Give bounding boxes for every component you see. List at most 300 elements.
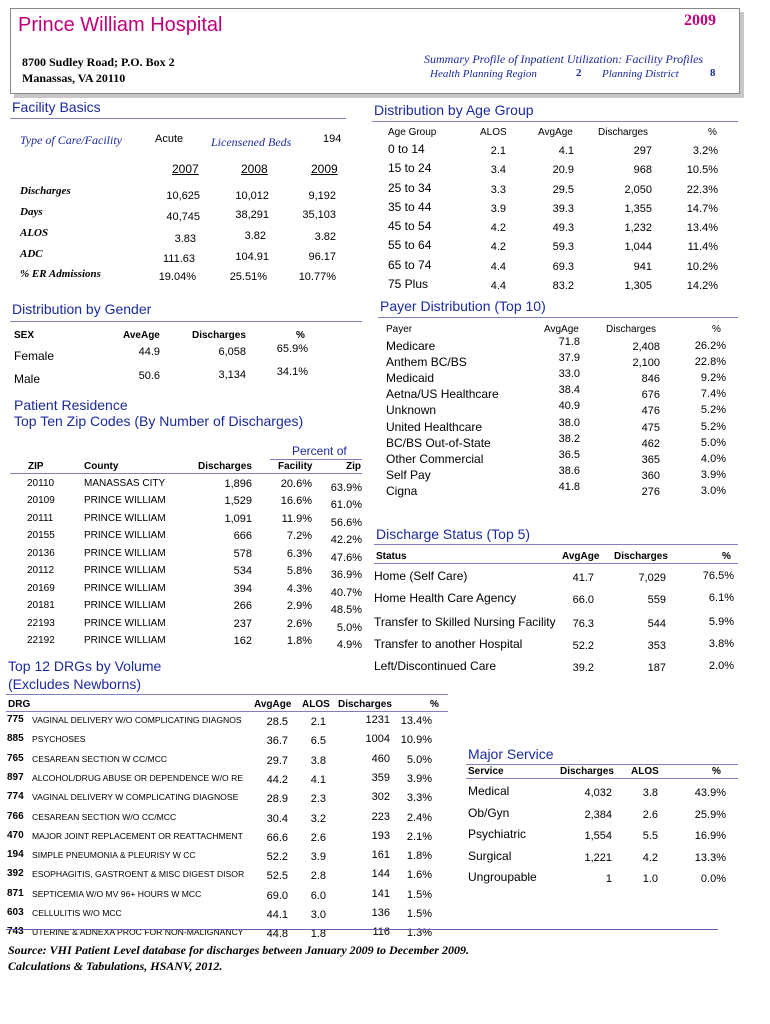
status-header-avgage: AvgAge [562, 551, 600, 562]
payer-pct: 26.2% [694, 340, 726, 352]
age-avgage: 83.2 [552, 280, 574, 292]
drg-discharges: 1231 [365, 714, 390, 726]
age-pct: 11.4% [687, 241, 718, 253]
drg-pct: 3.9% [406, 773, 432, 785]
drg-alos: 3.2 [310, 813, 326, 825]
drg-pct: 1.5% [406, 889, 432, 901]
age-discharges: 1,355 [624, 203, 652, 215]
gender-pct: 34.1% [276, 366, 308, 378]
age-discharges: 297 [633, 145, 652, 157]
payer-avgage: 33.0 [558, 368, 580, 380]
age-alos: 2.1 [490, 145, 506, 157]
payer-pct: 3.0% [700, 485, 726, 497]
age-avgage: 29.5 [552, 184, 574, 196]
age-avgage: 59.3 [552, 241, 574, 253]
drg-description: VAGINAL DELIVERY W COMPLICATING DIAGNOSE [32, 792, 239, 802]
fb-label-discharges: Discharges [20, 185, 71, 197]
status-discharges: 544 [647, 618, 666, 630]
age-discharges: 1,232 [624, 222, 652, 234]
status-pct: 6.1% [708, 592, 734, 604]
res-county: PRINCE WILLIAM [84, 530, 166, 541]
res-discharges: 534 [233, 565, 252, 577]
year-2009-header: 2009 [311, 162, 338, 176]
res-zip-pct: 36.9% [330, 569, 362, 581]
res-facility-pct: 1.8% [286, 635, 312, 647]
drg-avgage: 66.6 [266, 832, 288, 844]
major-service: Psychiatric [468, 827, 527, 841]
drg-alos: 2.8 [310, 870, 326, 882]
res-county: MANASSAS CITY [84, 478, 166, 489]
major-header-service: Service [468, 766, 504, 777]
payer-name: BC/BS Out-of-State [386, 436, 491, 450]
res-discharges: 1,091 [224, 513, 252, 525]
payer-discharges: 475 [641, 422, 660, 434]
age-pct: 10.2% [686, 261, 718, 273]
status-name: Home (Self Care) [374, 569, 468, 583]
drg-code: 194 [7, 849, 24, 860]
drg-alos: 6.0 [310, 890, 326, 902]
drg-discharges: 161 [371, 849, 390, 861]
payer-name: United Healthcare [386, 420, 483, 434]
drg-alos: 2.3 [310, 793, 326, 805]
payer-discharges: 2,408 [632, 341, 660, 353]
type-of-care-value: Acute [155, 133, 184, 145]
region-value: 2 [576, 67, 582, 79]
drg-description: PSYCHOSES [32, 734, 86, 744]
status-pct: 2.0% [708, 660, 734, 672]
fb-label-days: Days [20, 206, 43, 218]
status-discharges: 559 [647, 594, 666, 606]
district-value: 8 [710, 67, 716, 79]
drg-code: 885 [7, 733, 24, 744]
age-alos: 4.4 [490, 280, 506, 292]
res-discharges: 266 [233, 600, 252, 612]
drg-header-drg: DRG [8, 699, 31, 710]
status-header-pct: % [722, 551, 731, 562]
drg-description: ESOPHAGITIS, GASTROENT & MISC DIGEST DISOR [32, 869, 245, 879]
age-alos: 4.4 [490, 261, 506, 273]
fb-cell: 19.04% [158, 271, 196, 283]
age-avgage: 4.1 [558, 145, 574, 157]
status-name: Transfer to Skilled Nursing Facility [374, 615, 556, 629]
payer-pct: 5.2% [700, 421, 726, 433]
drg-discharges: 1004 [365, 733, 390, 745]
drg-alos: 2.1 [310, 716, 326, 728]
res-county: PRINCE WILLIAM [84, 565, 166, 576]
drg-discharges: 460 [371, 753, 390, 765]
drg-code: 392 [7, 868, 24, 879]
age-discharges: 1,305 [624, 280, 652, 292]
major-pct: 25.9% [694, 809, 726, 821]
report-year: 2009 [684, 12, 716, 29]
res-header-county: County [84, 461, 119, 472]
major-pct: 16.9% [694, 830, 726, 842]
res-county: PRINCE WILLIAM [84, 583, 166, 594]
major-alos: 4.2 [642, 852, 658, 864]
payer-header-avgage: AvgAge [544, 324, 579, 335]
age-group: 35 to 44 [388, 200, 432, 214]
res-discharges: 1,529 [224, 495, 252, 507]
drg-pct: 2.1% [406, 831, 432, 843]
res-zip-pct: 5.0% [336, 622, 362, 634]
status-pct: 3.8% [708, 638, 734, 650]
type-of-care-label: Type of Care/Facility [20, 133, 122, 147]
address-line-1: 8700 Sudley Road; P.O. Box 2 [22, 55, 175, 69]
drg-code: 765 [7, 753, 24, 764]
payer-name: Medicare [386, 339, 436, 353]
fb-cell: 10,625 [166, 190, 200, 202]
drg-header-pct: % [430, 699, 439, 710]
drg-avgage: 36.7 [266, 735, 288, 747]
payer-avgage: 41.8 [558, 481, 580, 493]
status-pct: 5.9% [708, 616, 734, 628]
major-service: Ob/Gyn [468, 806, 510, 820]
res-zip: 22193 [27, 618, 55, 629]
age-pct: 3.2% [692, 145, 718, 157]
drg-alos: 2.6 [310, 832, 326, 844]
drg-pct: 3.3% [406, 792, 432, 804]
drg-pct: 10.9% [400, 734, 432, 746]
age-discharges: 941 [633, 261, 652, 273]
major-discharges: 2,384 [584, 809, 612, 821]
footer-source: Source: VHI Patient Level database for discharges between January 2009 to December 2009. [8, 943, 469, 957]
residence-subtitle: Top Ten Zip Codes (By Number of Discharges) [14, 413, 304, 429]
payer-discharges: 360 [641, 470, 660, 482]
status-avgage: 66.0 [572, 594, 594, 606]
res-zip: 20112 [27, 565, 55, 576]
gender-header-discharges: Discharges [192, 330, 246, 341]
report-subtitle: Summary Profile of Inpatient Utilization: Facility Profiles [424, 52, 704, 66]
drg-description: ALCOHOL/DRUG ABUSE OR DEPENDENCE W/O RE [32, 773, 244, 783]
gender-sex: Male [14, 372, 41, 386]
payer-pct: 5.0% [700, 437, 726, 449]
drg-description: CESAREAN SECTION W/O CC/MCC [32, 812, 177, 822]
facility-basics-title: Facility Basics [12, 99, 101, 115]
drg-avgage: 52.2 [266, 851, 288, 863]
major-header-discharges: Discharges [560, 766, 614, 777]
payer-avgage: 40.9 [558, 400, 580, 412]
age-header-alos: ALOS [480, 127, 507, 138]
drg-avgage: 30.4 [266, 813, 288, 825]
major-pct: 0.0% [700, 873, 726, 885]
fb-cell: 38,291 [235, 209, 269, 221]
major-header-pct: % [712, 766, 721, 777]
percent-of-label: Percent of [292, 444, 347, 458]
drg-discharges: 223 [371, 811, 390, 823]
drg-avgage: 28.9 [266, 793, 288, 805]
res-facility-pct: 2.6% [286, 618, 312, 630]
res-zip-pct: 48.5% [330, 604, 362, 616]
res-zip-pct: 47.6% [330, 552, 362, 564]
status-name: Transfer to another Hospital [374, 637, 523, 651]
res-facility-pct: 7.2% [286, 530, 312, 542]
res-facility-pct: 4.3% [286, 583, 312, 595]
payer-avgage: 37.9 [558, 352, 580, 364]
res-header-zip: ZIP [28, 461, 44, 472]
gender-sex: Female [14, 349, 55, 363]
drg-description: UTERINE & ADNEXA PROC FOR NON-MALIGNANCY [32, 927, 244, 937]
fb-cell: 3.82 [314, 231, 336, 243]
payer-pct: 9.2% [700, 372, 726, 384]
res-county: PRINCE WILLIAM [84, 600, 166, 611]
drg-pct: 1.8% [406, 850, 432, 862]
fb-label-alos: ALOS [20, 227, 49, 239]
payer-name: Self Pay [386, 468, 431, 482]
res-discharges: 1,896 [224, 478, 252, 490]
major-service-title: Major Service [468, 746, 554, 762]
licensed-beds-value: 194 [323, 133, 342, 145]
age-pct: 14.2% [686, 280, 718, 292]
drg-pct: 2.4% [406, 812, 432, 824]
drg-description: MAJOR JOINT REPLACEMENT OR REATTACHMENT [32, 831, 243, 841]
gender-header-aveage: AveAge [123, 330, 160, 341]
drg-pct: 5.0% [406, 754, 432, 766]
status-header-status: Status [376, 551, 407, 562]
res-county: PRINCE WILLIAM [84, 495, 166, 506]
age-avgage: 49.3 [552, 222, 574, 234]
payer-avgage: 38.4 [558, 384, 580, 396]
drg-discharges: 116 [372, 926, 390, 938]
drg-alos: 1.8 [310, 928, 326, 940]
res-facility-pct: 2.9% [286, 600, 312, 612]
fb-cell: 111.63 [162, 253, 195, 265]
drg-avgage: 44.8 [266, 928, 288, 940]
major-service: Ungroupable [468, 870, 537, 884]
payer-avgage: 38.2 [558, 433, 580, 445]
fb-cell: 25.51% [229, 271, 267, 283]
drg-title: Top 12 DRGs by Volume [8, 658, 162, 674]
payer-header-pct: % [712, 324, 721, 335]
drg-alos: 3.8 [310, 755, 326, 767]
status-avgage: 39.2 [572, 662, 594, 674]
res-zip-pct: 63.9% [330, 482, 362, 494]
res-zip: 20136 [27, 548, 55, 559]
fb-cell: 96.17 [308, 251, 336, 263]
drg-code: 603 [7, 907, 24, 918]
major-alos: 3.8 [642, 787, 658, 799]
res-zip-pct: 42.2% [330, 534, 362, 546]
drg-header-avgage: AvgAge [254, 699, 292, 710]
age-group: 45 to 54 [388, 219, 432, 233]
payer-name: Medicaid [386, 371, 435, 385]
age-header-discharges: Discharges [598, 127, 649, 138]
age-header-pct: % [708, 127, 717, 138]
res-header-facility: Facility [278, 461, 313, 472]
payer-name: Unknown [386, 403, 437, 417]
res-header-discharges: Discharges [198, 461, 252, 472]
licensed-beds-label: Licensened Beds [211, 135, 292, 149]
year-2007-header: 2007 [172, 162, 199, 176]
res-zip: 20155 [27, 530, 55, 541]
age-group: 25 to 34 [388, 181, 432, 195]
fb-cell: 10.77% [298, 271, 336, 283]
status-header-discharges: Discharges [614, 551, 668, 562]
major-pct: 43.9% [694, 787, 726, 799]
age-alos: 3.3 [490, 184, 506, 196]
res-facility-pct: 11.9% [281, 513, 312, 525]
payer-pct: 22.8% [694, 356, 726, 368]
payer-discharges: 846 [641, 373, 660, 385]
age-pct: 14.7% [686, 203, 718, 215]
payer-discharges: 276 [641, 486, 660, 498]
fb-cell: 10,012 [235, 190, 269, 202]
drg-avgage: 44.1 [266, 909, 288, 921]
res-county: PRINCE WILLIAM [84, 513, 166, 524]
drg-avgage: 28.5 [266, 716, 288, 728]
drg-avgage: 52.5 [266, 870, 288, 882]
footer-calculations: Calculations & Tabulations, HSANV, 2012. [8, 959, 223, 973]
status-discharges: 353 [647, 640, 666, 652]
res-county: PRINCE WILLIAM [84, 618, 166, 629]
res-zip-pct: 56.6% [330, 517, 362, 529]
drg-code: 743 [7, 926, 24, 937]
res-header-zippct: Zip [346, 461, 361, 472]
drg-discharges: 359 [371, 772, 390, 784]
res-discharges: 666 [233, 530, 252, 542]
drg-description: VAGINAL DELIVERY W/O COMPLICATING DIAGNOS [32, 715, 242, 725]
region-label: Health Planning Region [430, 68, 537, 80]
drg-pct: 1.3% [406, 927, 432, 939]
drg-discharges: 193 [371, 830, 390, 842]
drg-header-discharges: Discharges [338, 699, 392, 710]
major-discharges: 1,221 [584, 852, 612, 864]
payer-avgage: 38.0 [558, 417, 580, 429]
age-group: 55 to 64 [388, 238, 432, 252]
res-discharges: 578 [233, 548, 252, 560]
gender-header-sex: SEX [14, 330, 35, 341]
res-facility-pct: 16.6% [280, 495, 312, 507]
res-zip: 20110 [27, 478, 55, 489]
res-zip: 20109 [27, 495, 55, 506]
fb-label-er: % ER Admissions [20, 268, 101, 280]
payer-discharges: 365 [641, 454, 660, 466]
res-zip: 20169 [27, 583, 55, 594]
drg-code: 897 [7, 772, 24, 783]
drg-code: 775 [7, 714, 24, 725]
payer-discharges: 676 [641, 389, 660, 401]
drg-discharges: 302 [371, 791, 390, 803]
drg-header-alos: ALOS [302, 699, 330, 710]
age-alos: 3.4 [490, 164, 506, 176]
status-pct: 76.5% [702, 570, 734, 582]
res-zip: 20181 [27, 600, 55, 611]
drg-subtitle: (Excludes Newborns) [8, 676, 142, 692]
payer-avgage: 36.5 [558, 449, 580, 461]
age-discharges: 2,050 [624, 184, 652, 196]
discharge-status-title: Discharge Status (Top 5) [376, 526, 531, 542]
fb-cell: 40,745 [166, 211, 200, 223]
drg-description: SEPTICEMIA W/O MV 96+ HOURS W MCC [32, 889, 202, 899]
drg-discharges: 136 [371, 907, 390, 919]
major-header-alos: ALOS [631, 766, 659, 777]
hospital-title: Prince William Hospital [18, 14, 223, 36]
payer-header-payer: Payer [386, 324, 413, 335]
age-pct: 13.4% [686, 222, 718, 234]
address-line-2: Manassas, VA 20110 [22, 71, 126, 85]
payer-pct: 5.2% [700, 404, 726, 416]
drg-code: 871 [7, 888, 24, 899]
major-discharges: 1 [605, 873, 612, 885]
drg-description: CELLULITIS W/O MCC [32, 908, 122, 918]
payer-avgage: 71.8 [558, 336, 580, 348]
res-county: PRINCE WILLIAM [84, 548, 166, 559]
drg-description: CESAREAN SECTION W CC/MCC [32, 754, 168, 764]
status-name: Left/Discontinued Care [374, 659, 497, 673]
age-group: 15 to 24 [388, 161, 432, 175]
age-alos: 3.9 [490, 203, 506, 215]
major-discharges: 4,032 [584, 787, 612, 799]
fb-cell: 9,192 [308, 190, 336, 202]
major-alos: 1.0 [642, 873, 658, 885]
gender-discharges: 3,134 [218, 369, 246, 381]
gender-header-pct: % [296, 330, 305, 341]
age-discharges: 1,044 [624, 241, 652, 253]
payer-avgage: 38.6 [558, 465, 580, 477]
major-service: Surgical [468, 849, 512, 863]
payer-pct: 4.0% [700, 453, 726, 465]
year-2008-header: 2008 [241, 162, 268, 176]
district-label: Planning District [602, 68, 679, 80]
drg-pct: 1.5% [406, 908, 432, 920]
res-facility-pct: 5.8% [286, 565, 312, 577]
drg-code: 774 [7, 791, 24, 802]
age-header-avgage: AvgAge [538, 127, 573, 138]
payer-pct: 3.9% [700, 469, 726, 481]
drg-description: SIMPLE PNEUMONIA & PLEURISY W CC [32, 850, 196, 860]
gender-aveage: 44.9 [138, 346, 160, 358]
age-pct: 10.5% [686, 164, 718, 176]
res-discharges: 162 [233, 635, 252, 647]
payer-name: Cigna [386, 484, 418, 498]
res-facility-pct: 20.6% [280, 478, 312, 490]
status-avgage: 76.3 [572, 618, 594, 630]
fb-cell: 35,103 [302, 209, 336, 221]
status-avgage: 41.7 [572, 572, 594, 584]
drg-avgage: 44.2 [266, 774, 288, 786]
payer-discharges: 462 [641, 438, 660, 450]
fb-cell: 104.91 [235, 251, 269, 263]
major-service: Medical [468, 784, 510, 798]
drg-pct: 1.6% [406, 869, 432, 881]
status-avgage: 52.2 [572, 640, 594, 652]
age-discharges: 968 [633, 164, 652, 176]
payer-name: Anthem BC/BS [386, 355, 467, 369]
drg-discharges: 144 [371, 868, 390, 880]
drg-code: 766 [7, 811, 24, 822]
res-county: PRINCE WILLIAM [84, 635, 166, 646]
payer-name: Other Commercial [386, 452, 484, 466]
age-alos: 4.2 [490, 241, 506, 253]
payer-pct: 7.4% [700, 388, 726, 400]
res-zip: 20111 [27, 513, 54, 524]
drg-pct: 13.4% [400, 715, 432, 727]
drg-code: 470 [7, 830, 24, 841]
age-group: 75 Plus [388, 277, 429, 291]
res-zip: 22192 [27, 635, 55, 646]
major-alos: 2.6 [642, 809, 658, 821]
age-group: 65 to 74 [388, 258, 432, 272]
drg-alos: 6.5 [310, 735, 326, 747]
age-distribution-title: Distribution by Age Group [374, 102, 534, 118]
drg-alos: 4.1 [310, 774, 326, 786]
payer-header-discharges: Discharges [606, 324, 657, 335]
gender-distribution-title: Distribution by Gender [12, 301, 152, 317]
res-zip-pct: 4.9% [336, 639, 362, 651]
payer-discharges: 2,100 [632, 357, 660, 369]
payer-name: Aetna/US Healthcare [386, 387, 499, 401]
age-group: 0 to 14 [388, 142, 425, 156]
status-discharges: 7,029 [638, 572, 666, 584]
